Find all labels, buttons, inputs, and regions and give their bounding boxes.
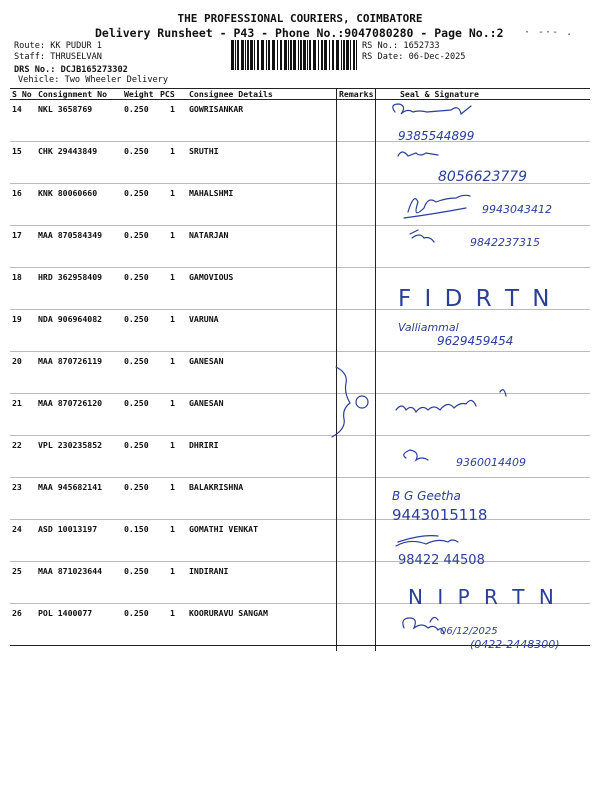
handwritten-phone: 9842237315 [470,236,540,249]
barcode-bar [231,40,234,70]
consignee-name: INDIRANI [187,562,337,604]
barcode-bar [303,40,306,70]
col-header-pcs: PCS [158,89,187,100]
barcode-bar [250,40,253,70]
table-row [10,352,590,394]
consignee-name: NATARJAN [187,226,337,268]
serial-number: 23 [10,478,36,520]
weight-value: 0.250 [122,100,158,142]
remarks-cell [337,310,376,352]
pcs-value: 1 [158,436,187,478]
company-title: THE PROFESSIONAL COURIERS, COIMBATORE [177,12,423,25]
table-row [10,562,590,604]
remarks-cell [337,604,376,646]
consignee-name: BALAKRISHNA [187,478,337,520]
consignment-number: VPL 230235852 [36,436,122,478]
serial-number: 25 [10,562,36,604]
table-row [10,394,590,436]
seal-signature-cell [376,310,590,352]
remarks-cell [337,478,376,520]
serial-number: 20 [10,352,36,394]
seal-signature-cell [376,184,590,226]
consignee-name: GANESAN [187,394,337,436]
barcode-bar [280,40,282,70]
col-header-consignee: Consignee Details [187,89,337,100]
remarks-cell [337,142,376,184]
handwritten-remark: F I D R T N [398,286,553,312]
weight-value: 0.250 [122,436,158,478]
consignee-name: VARUNA [187,310,337,352]
barcode-bar [284,40,287,70]
pcs-value: 1 [158,226,187,268]
barcode-bar [336,40,339,70]
barcode-bar [329,40,330,70]
handwritten-phone: 98422 44508 [398,553,485,568]
remarks-cell [337,226,376,268]
barcode-bar [254,40,255,70]
weight-value: 0.250 [122,562,158,604]
barcode-bar [293,40,296,70]
barcode-bar [290,40,292,70]
handwritten-phone: 9629459454 [437,334,514,348]
weight-value: 0.250 [122,268,158,310]
runsheet-table [10,88,590,646]
seal-signature-cell [376,100,590,142]
table-row [10,226,590,268]
barcode-bar [288,40,289,70]
serial-number: 19 [10,310,36,352]
barcode-bar [343,40,345,70]
barcode-bar [307,40,308,70]
col-header-sno: S No [10,89,36,100]
serial-number: 21 [10,394,36,436]
consignee-name: GOWRISANKAR [187,100,337,142]
rs-date: RS Date: 06-Dec-2025 [362,52,466,62]
barcode-bar [241,40,244,70]
seal-signature-cell [376,436,590,478]
barcode-bar [350,40,351,70]
consignment-number: MAA 870726119 [36,352,122,394]
seal-signature-cell [376,226,590,268]
barcode-bar [247,40,249,70]
barcode-bar [268,40,270,70]
table-row [10,604,590,646]
consignment-number: NDA 906964082 [36,310,122,352]
consignment-number: NKL 3658769 [36,100,122,142]
pcs-value: 1 [158,268,187,310]
pcs-value: 1 [158,394,187,436]
remarks-cell [337,394,376,436]
seal-signature-cell [376,268,590,310]
consignment-number: MAA 870584349 [36,226,122,268]
barcode-bar [332,40,334,70]
pcs-value: 1 [158,142,187,184]
barcode-bar [261,40,264,70]
col-header-consignment: Consignment No [36,89,122,100]
barcode-bar [318,40,319,70]
seal-signature-cell [376,352,590,394]
table-row [10,478,590,520]
table-header-row [10,89,590,100]
serial-number: 24 [10,520,36,562]
weight-value: 0.150 [122,520,158,562]
barcode-bar [356,40,357,70]
pcs-value: 1 [158,562,187,604]
consignment-number: MAA 945682141 [36,478,122,520]
serial-number: 17 [10,226,36,268]
handwritten-remark: N I P R T N [408,585,558,609]
consignment-number: KNK 80060660 [36,184,122,226]
consignee-name: GANESAN [187,352,337,394]
pcs-value: 1 [158,478,187,520]
handwritten-phone: 9385544899 [398,129,475,143]
runsheet-subtitle: Delivery Runsheet - P43 - Phone No.:9047080280 - Page No.:2 [95,26,504,40]
remarks-cell [337,436,376,478]
barcode-bar [272,40,275,70]
remarks-cell [337,352,376,394]
vehicle-label: Vehicle: Two Wheeler Delivery [18,75,169,85]
col-header-weight: Weight [122,89,158,100]
rs-number: RS No.: 1652733 [362,41,440,51]
weight-value: 0.250 [122,184,158,226]
serial-number: 22 [10,436,36,478]
handwritten-phone: 9943043412 [482,203,552,216]
barcode-bar [235,40,236,70]
serial-number: 16 [10,184,36,226]
consignee-name: MAHALSHMI [187,184,337,226]
pcs-value: 1 [158,100,187,142]
barcode-bar [313,40,316,70]
table-row [10,142,590,184]
scan-specks: · -·- . [524,27,574,38]
barcode-bar [341,40,342,70]
weight-value: 0.250 [122,394,158,436]
barcode-bar [353,40,355,70]
handwritten-name: Valliammal [398,321,459,334]
barcode-bar [324,40,327,70]
consignment-number: ASD 10013197 [36,520,122,562]
table-row [10,100,590,142]
seal-signature-cell [376,604,590,646]
consignment-number: POL 1400077 [36,604,122,646]
table-row [10,310,590,352]
remarks-cell [337,268,376,310]
consignment-number: MAA 871023644 [36,562,122,604]
consignment-number: HRD 362958409 [36,268,122,310]
seal-signature-cell [376,520,590,562]
pcs-value: 1 [158,310,187,352]
remarks-divider-right [375,88,376,651]
handwritten-phone: 9360014409 [456,456,526,469]
barcode-bar [266,40,267,70]
consignee-name: KOORURAVU SANGAM [187,604,337,646]
remarks-cell [337,520,376,562]
drs-number: DRS No.: DCJB165273302 [14,65,128,75]
handwritten-phone: 8056623779 [438,169,528,185]
barcode-image [231,40,357,70]
pcs-value: 1 [158,604,187,646]
seal-signature-cell [376,478,590,520]
handwritten-date: 06/12/2025 [440,626,498,637]
barcode-bar [321,40,323,70]
consignment-number: MAA 870726120 [36,394,122,436]
table-row [10,268,590,310]
table-row [10,520,590,562]
consignee-name: SRUTHI [187,142,337,184]
consignment-number: CHK 29443849 [36,142,122,184]
pcs-value: 1 [158,184,187,226]
weight-value: 0.250 [122,604,158,646]
handwritten-name: B G Geetha [392,489,461,503]
seal-signature-cell [376,562,590,604]
remarks-cell [337,562,376,604]
seal-signature-cell [376,142,590,184]
serial-number: 26 [10,604,36,646]
barcode-bar [277,40,278,70]
consignee-name: DHRIRI [187,436,337,478]
table-row [10,184,590,226]
barcode-bar [245,40,246,70]
remarks-divider-left [336,88,337,651]
route-label: Route: KK PUDUR 1 [14,41,102,51]
col-header-seal: Seal & Signature [376,89,590,100]
weight-value: 0.250 [122,352,158,394]
seal-signature-cell [376,394,590,436]
remarks-cell [337,184,376,226]
serial-number: 14 [10,100,36,142]
table-row [10,436,590,478]
barcode-bar [257,40,259,70]
consignee-name: GAMOVIOUS [187,268,337,310]
handwritten-phone: 9443015118 [392,506,488,524]
weight-value: 0.250 [122,226,158,268]
col-header-remarks: Remarks [337,89,376,100]
remarks-cell [337,100,376,142]
handwritten-phone: (0422-2448300) [470,638,560,651]
staff-label: Staff: THRUSELVAN [14,52,102,62]
barcode-bar [309,40,311,70]
serial-number: 15 [10,142,36,184]
barcode-bar [346,40,349,70]
weight-value: 0.250 [122,142,158,184]
pcs-value: 1 [158,520,187,562]
weight-value: 0.250 [122,478,158,520]
barcode-bar [237,40,239,70]
consignee-name: GOMATHI VENKAT [187,520,337,562]
barcode-bar [298,40,299,70]
barcode-bar [300,40,302,70]
pcs-value: 1 [158,352,187,394]
weight-value: 0.250 [122,310,158,352]
serial-number: 18 [10,268,36,310]
